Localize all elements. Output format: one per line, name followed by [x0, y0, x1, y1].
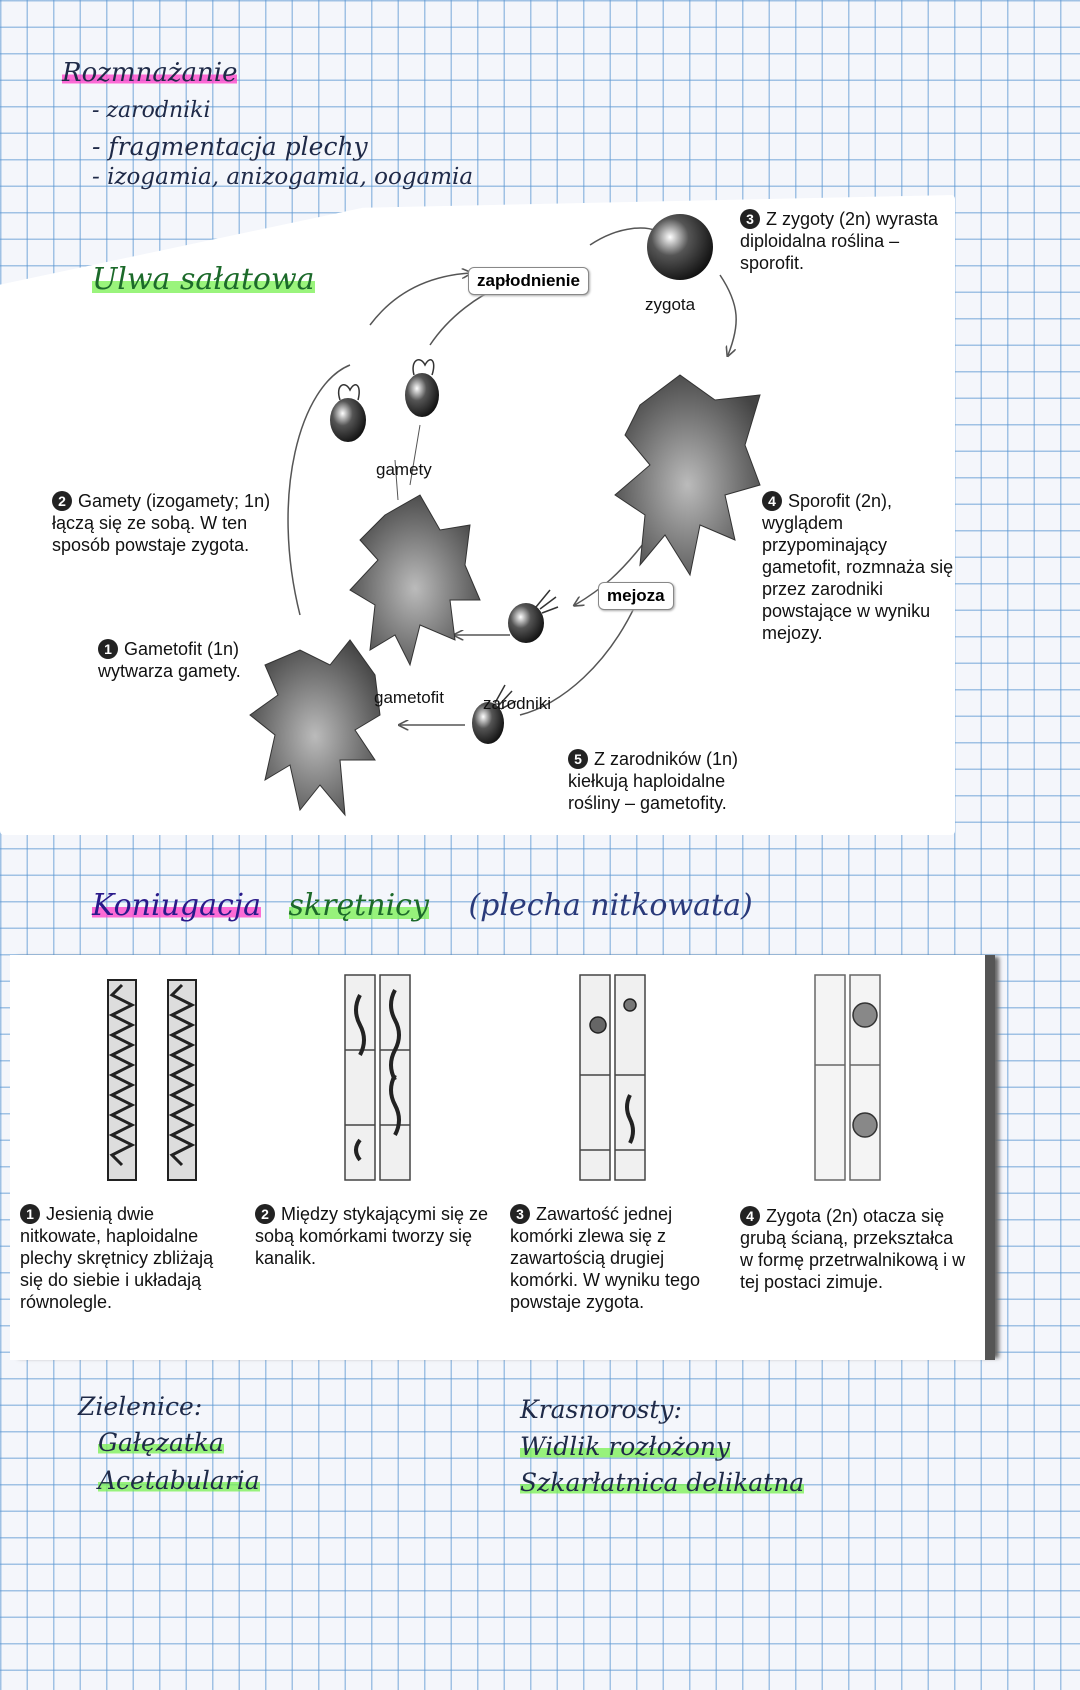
- notes-item: - zarodniki: [92, 98, 211, 123]
- sporophyte-thallus: [615, 375, 760, 575]
- zygote-cell: [647, 214, 713, 280]
- gamete-cell: [405, 373, 439, 417]
- stage2-filaments: [345, 975, 410, 1180]
- conjugation-diagram: [10, 955, 980, 1185]
- red-algae-title: Krasnorosty:: [520, 1395, 682, 1424]
- step-number-badge: 2: [52, 491, 72, 511]
- notes-item: - izogamia, anizogamia, oogamia: [92, 164, 474, 190]
- step-number-badge: 3: [740, 209, 760, 229]
- meiosis-label: mejoza: [598, 582, 674, 610]
- stage4-filaments: [815, 975, 880, 1180]
- stage3-filaments: [580, 975, 645, 1180]
- gametes-label: gamety: [376, 460, 432, 479]
- fertilization-label: zapłodnienie: [468, 267, 589, 295]
- fertilization-arrow: [430, 287, 500, 345]
- step-number-badge: 4: [740, 1206, 760, 1226]
- cycle-caption-3: 3 Z zygoty (2n) wyrasta diploidalna roślina – sporofit.: [740, 209, 939, 273]
- green-algae-item: Gałęzatka: [98, 1428, 224, 1457]
- notes-item: - fragmentacja plechy: [92, 132, 368, 161]
- spores-label: zarodniki: [483, 694, 552, 713]
- conjugation-caption-4: 4 Zygota (2n) otacza się grubą ścianą, przekształca w formę przetrwalnikową i w tej postaci zimuje.: [740, 1206, 966, 1292]
- green-algae-title: Zielenice:: [78, 1392, 203, 1421]
- gametophyte-label: gametofit: [374, 688, 444, 707]
- step-number-badge: 1: [20, 1204, 40, 1224]
- cycle-caption-1: 1 Gametofit (1n) wytwarza gamety.: [98, 639, 241, 681]
- cycle-caption-4: 4 Sporofit (2n), wyglądem przypominający gametofit, rozmnaża się przez zarodniki powstające w wyniku mejozy.: [762, 491, 954, 643]
- step-number-badge: 2: [255, 1204, 275, 1224]
- conjugation-caption-2: 2 Między stykającymi się ze sobą komórkami tworzy się kanalik.: [255, 1204, 489, 1268]
- cycle-caption-2: 2 Gamety (izogamety; 1n) łączą się ze sobą. W ten sposób powstaje zygota.: [52, 491, 271, 555]
- red-algae-item: Widlik rozłożony: [520, 1432, 731, 1461]
- step-number-badge: 5: [568, 749, 588, 769]
- red-algae-item: Szkarłatnica delikatna: [520, 1468, 805, 1497]
- spore-cell: [508, 603, 544, 643]
- step-number-badge: 1: [98, 639, 118, 659]
- conjugation-caption-1: 1 Jesienią dwie nitkowate, haploidalne plechy skrętnicy zbliżają się do siebie i układają równolegle.: [20, 1204, 214, 1312]
- zygote-label: zygota: [645, 295, 696, 314]
- stage1-filaments: [108, 980, 196, 1180]
- step-number-badge: 3: [510, 1204, 530, 1224]
- cycle-caption-5: 5 Z zarodników (1n) kiełkują haploidalne rośliny – gametofity.: [568, 749, 739, 813]
- conjugation-caption-3: 3 Zawartość jednej komórki zlewa się z zawartością drugiej komórki. W wyniku tego powstaje zygota.: [510, 1204, 701, 1312]
- zygote-growth-arrow: [720, 275, 736, 355]
- section-title-conjugation: Koniugacja skrętnicy (plecha nitkowata): [92, 888, 753, 923]
- gamete-cell: [330, 398, 366, 442]
- section-title-ulva: Ulwa sałatowa: [92, 262, 315, 297]
- step-number-badge: 4: [762, 491, 782, 511]
- fertilization-arrow: [370, 273, 470, 325]
- gametophyte-thallus: [350, 495, 480, 665]
- green-algae-item: Acetabularia: [98, 1466, 260, 1495]
- notes-heading: Rozmnażanie: [62, 58, 238, 88]
